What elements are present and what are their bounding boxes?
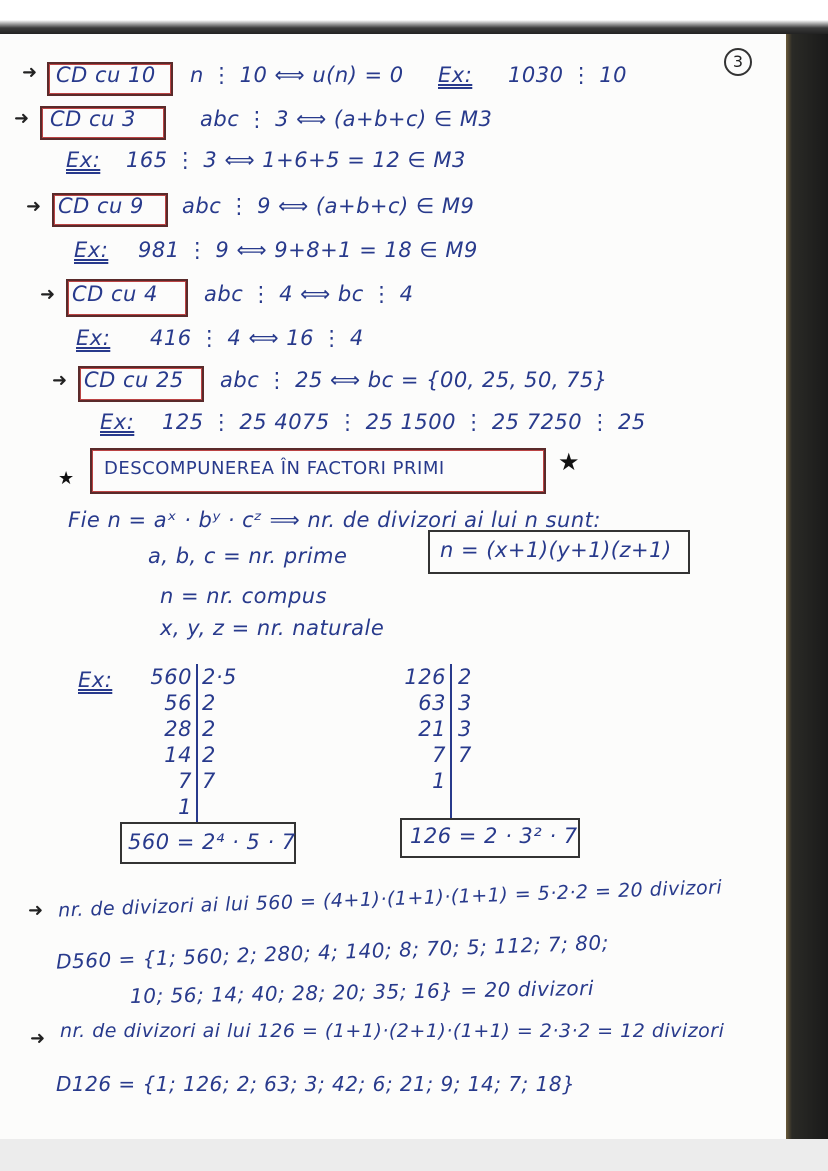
rule-text: abc ⋮ 25 ⟺ bc = {00, 25, 50, 75} bbox=[220, 368, 608, 392]
quotient: 21 bbox=[418, 717, 446, 741]
arrow-icon: ➜ bbox=[22, 62, 38, 83]
factor: 7 bbox=[202, 769, 216, 793]
star-icon: ★ bbox=[58, 468, 75, 489]
decomp-560-result: 560 = 2⁴ · 5 · 7 bbox=[128, 830, 296, 854]
photo-right-edge bbox=[786, 34, 828, 1139]
rule-label: CD cu 25 bbox=[84, 368, 184, 392]
decomp-126-result: 126 = 2 · 3² · 7 bbox=[410, 824, 578, 848]
arrow-icon: ➜ bbox=[40, 284, 56, 305]
divisor-count-560: nr. de divizori ai lui 560 = (4+1)·(1+1)·(1+1) = 5·2·2 = 20 divizori bbox=[57, 876, 723, 922]
factor: 7 bbox=[458, 743, 472, 767]
rule-text: abc ⋮ 4 ⟺ bc ⋮ 4 bbox=[204, 282, 414, 306]
divisor-count-formula: n = (x+1)(y+1)(z+1) bbox=[440, 538, 672, 562]
divisor-count-126: nr. de divizori ai lui 126 = (1+1)·(2+1)·(1+1) = 2·3·2 = 12 divizori bbox=[60, 1020, 725, 1042]
quotient: 1 bbox=[178, 795, 192, 819]
rule-label: CD cu 10 bbox=[56, 63, 156, 87]
decomp-560-factors bbox=[202, 664, 237, 794]
arrow-icon: ➜ bbox=[30, 1028, 46, 1049]
rule-label: CD cu 9 bbox=[58, 194, 144, 218]
photo-bottom-edge bbox=[0, 1139, 828, 1171]
quotient: 7 bbox=[178, 769, 192, 793]
factor: 3 bbox=[458, 717, 472, 741]
divisors-560-line2: 10; 56; 14; 40; 28; 20; 35; 16} = 20 divizori bbox=[129, 975, 595, 1009]
division-line bbox=[450, 664, 452, 818]
example-label: Ex: bbox=[100, 410, 135, 434]
rule-text: abc ⋮ 3 ⟺ (a+b+c) ∈ M3 bbox=[200, 107, 493, 131]
factor: 2 bbox=[202, 743, 216, 767]
example-text: 981 ⋮ 9 ⟺ 9+8+1 = 18 ∈ M9 bbox=[138, 238, 478, 262]
factor: 3 bbox=[458, 691, 472, 715]
factor: 2 bbox=[202, 717, 216, 741]
decomp-126-numbers bbox=[392, 664, 446, 794]
rule-label: CD cu 4 bbox=[72, 282, 158, 306]
factor: 2 bbox=[458, 665, 472, 689]
quotient: 63 bbox=[418, 691, 446, 715]
example-label: Ex: bbox=[76, 326, 111, 350]
theory-line: a, b, c = nr. prime bbox=[148, 544, 348, 568]
example-label: Ex: bbox=[438, 63, 473, 87]
arrow-icon: ➜ bbox=[28, 900, 44, 921]
decomp-560-numbers bbox=[130, 664, 192, 820]
decomp-126-factors bbox=[458, 664, 472, 768]
example-text: 416 ⋮ 4 ⟺ 16 ⋮ 4 bbox=[150, 326, 364, 350]
example-label: Ex: bbox=[74, 238, 109, 262]
example-label: Ex: bbox=[66, 148, 101, 172]
divisors-560-line1: D560 = {1; 560; 2; 280; 4; 140; 8; 70; 5; 112; 7; 80; bbox=[55, 930, 610, 974]
example-label: Ex: bbox=[78, 668, 113, 692]
factor: 2 bbox=[202, 691, 216, 715]
theory-line: Fie n = aˣ · bʸ · cᶻ ⟹ nr. de divizori ai lui n sunt: bbox=[68, 508, 601, 532]
arrow-icon: ➜ bbox=[52, 370, 68, 391]
divisors-126: D126 = {1; 126; 2; 63; 3; 42; 6; 21; 9; 14; 7; 18} bbox=[56, 1072, 576, 1096]
division-line bbox=[196, 664, 198, 822]
rule-label: CD cu 3 bbox=[50, 107, 136, 131]
quotient: 7 bbox=[432, 743, 446, 767]
page-number: 3 bbox=[724, 48, 752, 76]
theory-line: n = nr. compus bbox=[160, 584, 328, 608]
example-text: 165 ⋮ 3 ⟺ 1+6+5 = 12 ∈ M3 bbox=[126, 148, 466, 172]
section-title: DESCOMPUNEREA ÎN FACTORI PRIMI bbox=[104, 458, 445, 479]
rule-text: abc ⋮ 9 ⟺ (a+b+c) ∈ M9 bbox=[182, 194, 475, 218]
example-text: 125 ⋮ 25 4075 ⋮ 25 1500 ⋮ 25 7250 ⋮ 25 bbox=[162, 410, 646, 434]
arrow-icon: ➜ bbox=[26, 196, 42, 217]
photo-top-edge bbox=[0, 0, 828, 34]
arrow-icon: ➜ bbox=[14, 108, 30, 129]
quotient: 560 bbox=[150, 665, 192, 689]
rule-text: n ⋮ 10 ⟺ u(n) = 0 bbox=[190, 63, 404, 87]
quotient: 14 bbox=[164, 743, 192, 767]
factor: 2·5 bbox=[202, 665, 237, 689]
example-text: 1030 ⋮ 10 bbox=[508, 63, 628, 87]
theory-line: x, y, z = nr. naturale bbox=[160, 616, 385, 640]
quotient: 56 bbox=[164, 691, 192, 715]
quotient: 126 bbox=[404, 665, 446, 689]
quotient: 1 bbox=[432, 769, 446, 793]
quotient: 28 bbox=[164, 717, 192, 741]
star-icon: ★ bbox=[558, 448, 580, 476]
